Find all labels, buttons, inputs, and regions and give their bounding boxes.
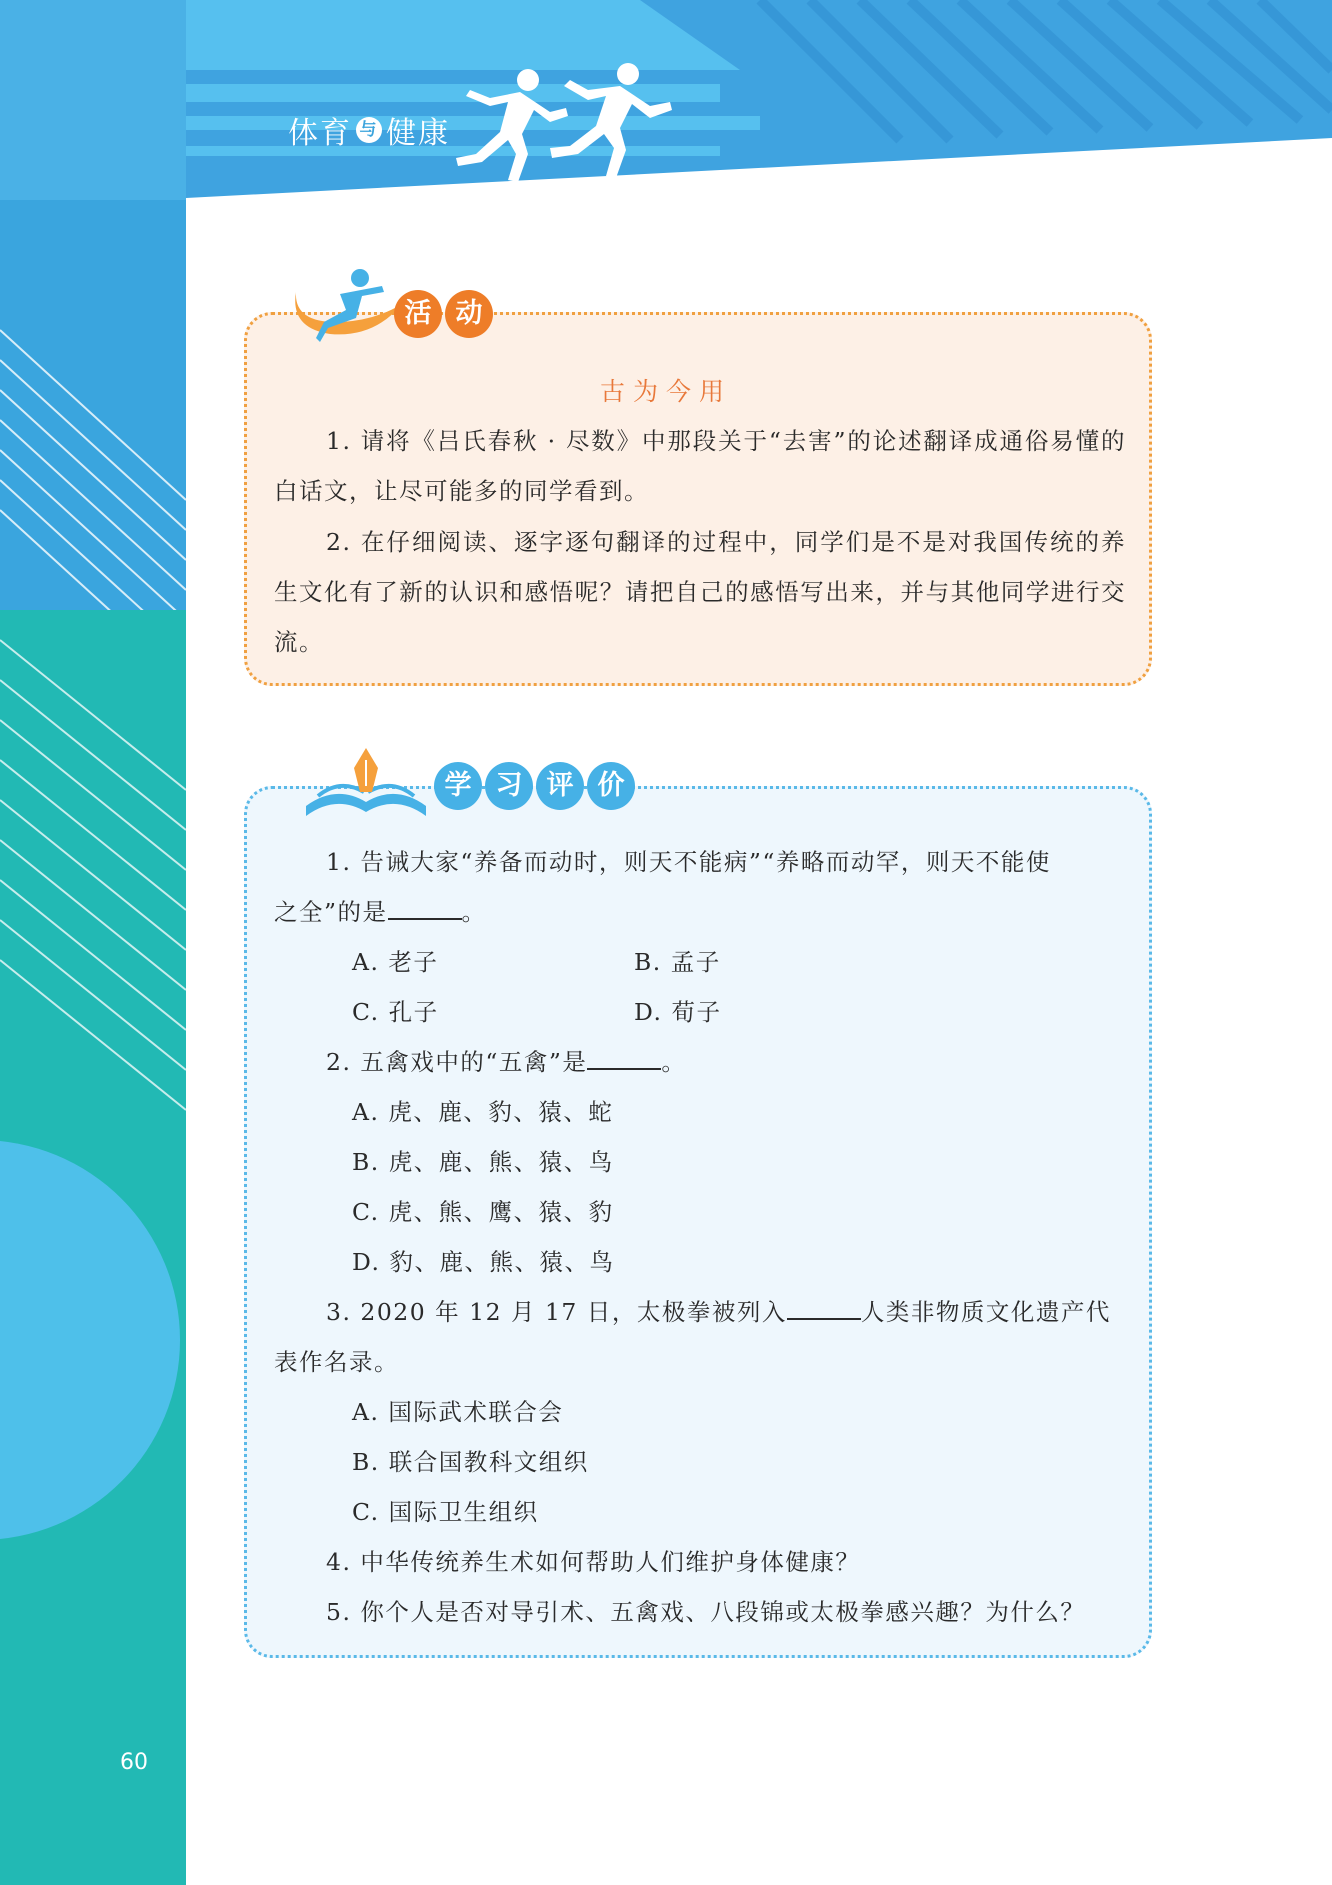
runner-icon — [450, 62, 690, 184]
open-book-pen-icon — [302, 746, 434, 818]
evaluation-badge-char: 评 — [536, 762, 584, 810]
option-a: A. 老子 — [352, 948, 439, 976]
evaluation-badge-char: 学 — [434, 762, 482, 810]
question-2-text: 2. 五禽戏中的“五禽”是 — [326, 1048, 588, 1076]
activity-paragraph: 1. 请将《吕氏春秋 · 尽数》中那段关于“去害”的论述翻译成通俗易懂的白话文，让尽可能多的同学看到。 — [274, 427, 1126, 505]
option-b: B. 虎、鹿、熊、猿、鸟 — [352, 1148, 614, 1176]
activity-figure-icon — [290, 262, 410, 350]
header-title-right: 健康 — [386, 116, 450, 151]
question-2 — [326, 1046, 686, 1078]
activity-badge — [394, 290, 496, 338]
header-title-left: 体育 — [288, 116, 352, 151]
evaluation-badge-char: 习 — [485, 762, 533, 810]
option-b: B. 孟子 — [634, 948, 721, 976]
question-3-text: 3. 2020 年 12 月 17 日，太极拳被列入 — [326, 1298, 787, 1326]
evaluation-badge — [434, 762, 638, 810]
option-d: D. 荀子 — [634, 998, 722, 1026]
option-d: D. 豹、鹿、熊、猿、鸟 — [352, 1248, 615, 1276]
question-5: 5. 你个人是否对导引术、五禽戏、八段锦或太极拳感兴趣？为什么？ — [326, 1598, 1086, 1626]
question-3 — [326, 1296, 1111, 1328]
question-3-continued: 表作名录。 — [274, 1348, 399, 1376]
page-number: 60 — [120, 1750, 148, 1775]
option-c: C. 虎、熊、鹰、猿、豹 — [352, 1198, 614, 1226]
header-title-amp: 与 — [356, 117, 382, 143]
option-b: B. 联合国教科文组织 — [352, 1448, 589, 1476]
activity-paragraph: 2. 在仔细阅读、逐字逐句翻译的过程中，同学们是不是对我国传统的养生文化有了新的认识和感悟呢？请把自己的感悟写出来，并与其他同学进行交流。 — [274, 528, 1126, 656]
activity-badge-char: 动 — [445, 290, 493, 338]
option-a: A. 虎、鹿、豹、猿、蛇 — [352, 1098, 614, 1126]
answer-blank — [787, 1296, 861, 1320]
evaluation-badge-char: 价 — [587, 762, 635, 810]
left-decoration — [0, 0, 186, 1885]
question-1: 1. 告诫大家“养备而动时，则天不能病”“养略而动罕，则天不能使 — [326, 848, 1051, 876]
option-c: C. 国际卫生组织 — [352, 1498, 539, 1526]
question-2-end: 。 — [661, 1048, 687, 1076]
question-3-text-end: 人类非物质文化遗产代 — [860, 1298, 1111, 1326]
header-title — [288, 108, 450, 152]
question-1-end: 。 — [461, 898, 487, 926]
question-1-continued — [274, 896, 487, 928]
question-1-text: 之全”的是 — [274, 898, 388, 926]
question-4: 4. 中华传统养生术如何帮助人们维护身体健康？ — [326, 1548, 861, 1576]
activity-title: 古为今用 — [599, 377, 732, 406]
activity-badge-char: 活 — [394, 290, 442, 338]
option-a: A. 国际武术联合会 — [352, 1398, 564, 1426]
answer-blank — [388, 896, 462, 920]
option-c: C. 孔子 — [352, 998, 439, 1026]
answer-blank — [587, 1046, 661, 1070]
